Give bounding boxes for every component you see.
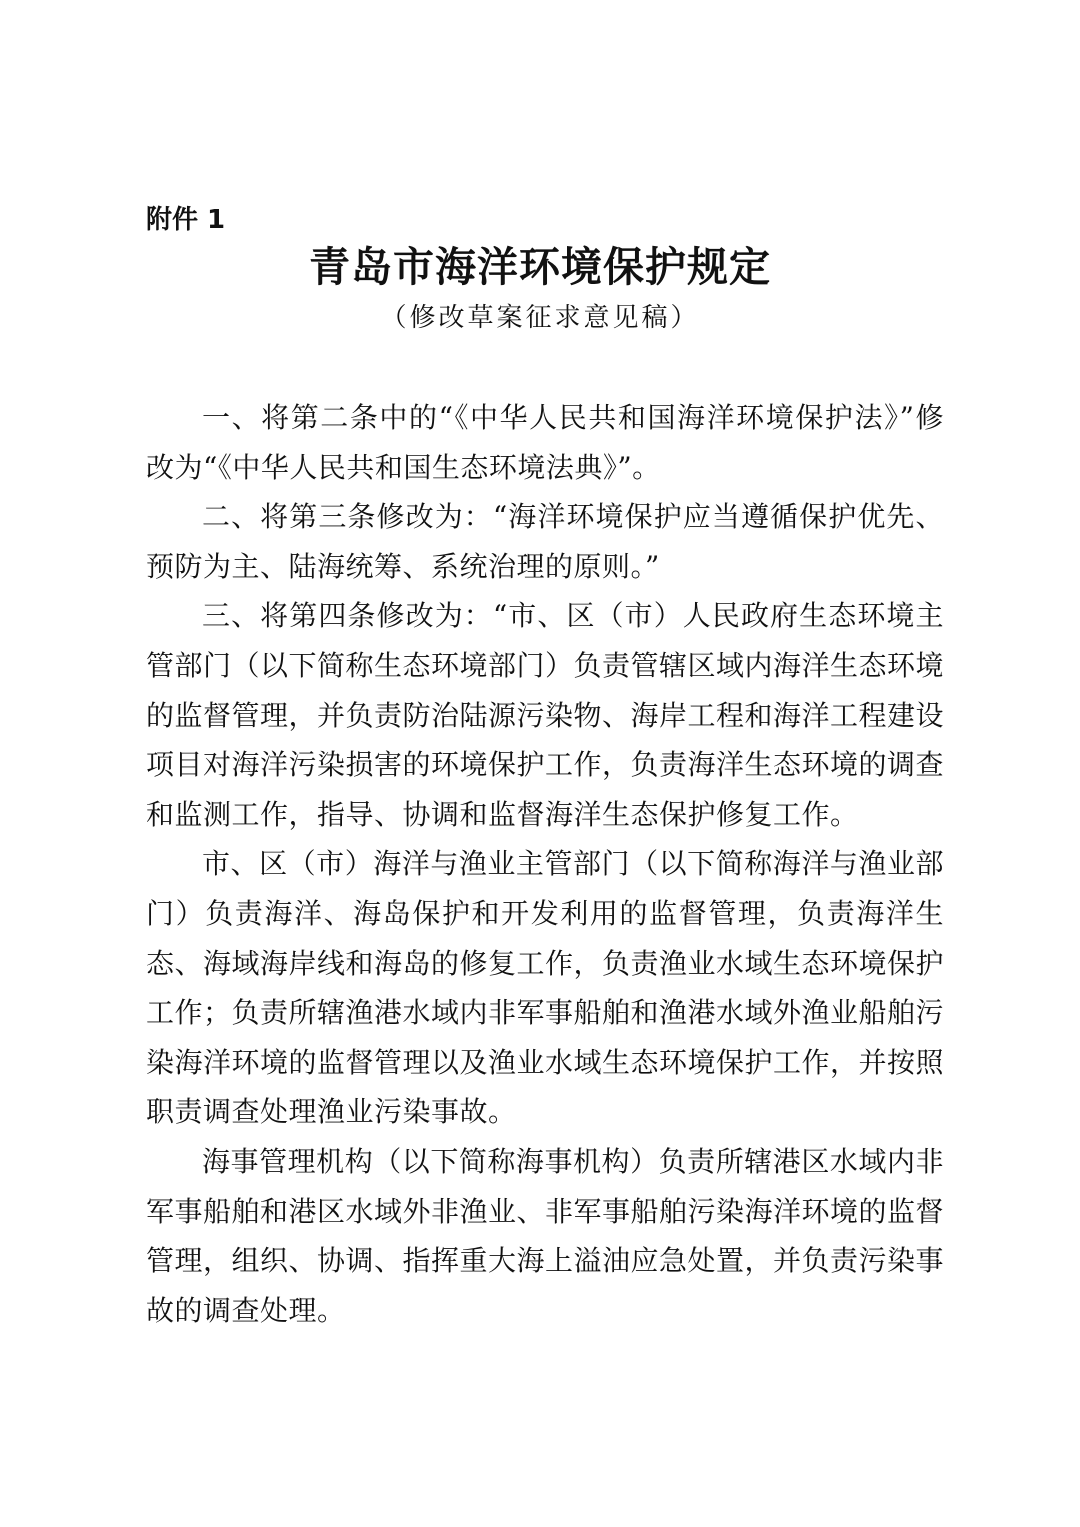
document-body bbox=[146, 393, 944, 1335]
paragraph-3: 三、将第四条修改为：“市、区（市）人民政府生态环境主管部门（以下简称生态环境部门）负责管辖区域内海洋生态环境的监督管理，并负责防治陆源污染物、海岸工程和海洋工程建设项目对海洋污染损害的环境保护工作，负责海洋生态环境的调查和监测工作，指导、协调和监督海洋生态保护修复工作。 bbox=[146, 599, 945, 831]
document-title: 青岛市海洋环境保护规定 bbox=[309, 243, 771, 291]
paragraph-4: 市、区（市）海洋与渔业主管部门（以下简称海洋与渔业部门）负责海洋、海岛保护和开发利用的监督管理，负责海洋生态、海域海岸线和海岛的修复工作，负责渔业水域生态环境保护工作；负责所辖渔港水域内非军事船舶和渔港水域外渔业船舶污染海洋环境的监督管理以及渔业水域生态环境保护工作，并按照职责调查处理渔业污染事故。 bbox=[146, 847, 945, 1129]
paragraph-5: 海事管理机构（以下简称海事机构）负责所辖港区水域内非军事船舶和港区水域外非渔业、非军事船舶污染海洋环境的监督管理，组织、协调、指挥重大海上溢油应急处置，并负责污染事故的调查处理。 bbox=[146, 1144, 945, 1327]
paragraph-1: 一、将第二条中的“《中华人民共和国海洋环境保护法》”修改为“《中华人民共和国生态环境法典》”。 bbox=[146, 401, 944, 484]
paragraph-2: 二、将第三条修改为：“海洋环境保护应当遵循保护优先、预防为主、陆海统筹、系统治理的原则。” bbox=[146, 500, 944, 583]
attachment-label: 附件 1 bbox=[146, 205, 226, 235]
document-subtitle: （修改草案征求意见稿） bbox=[380, 303, 700, 333]
